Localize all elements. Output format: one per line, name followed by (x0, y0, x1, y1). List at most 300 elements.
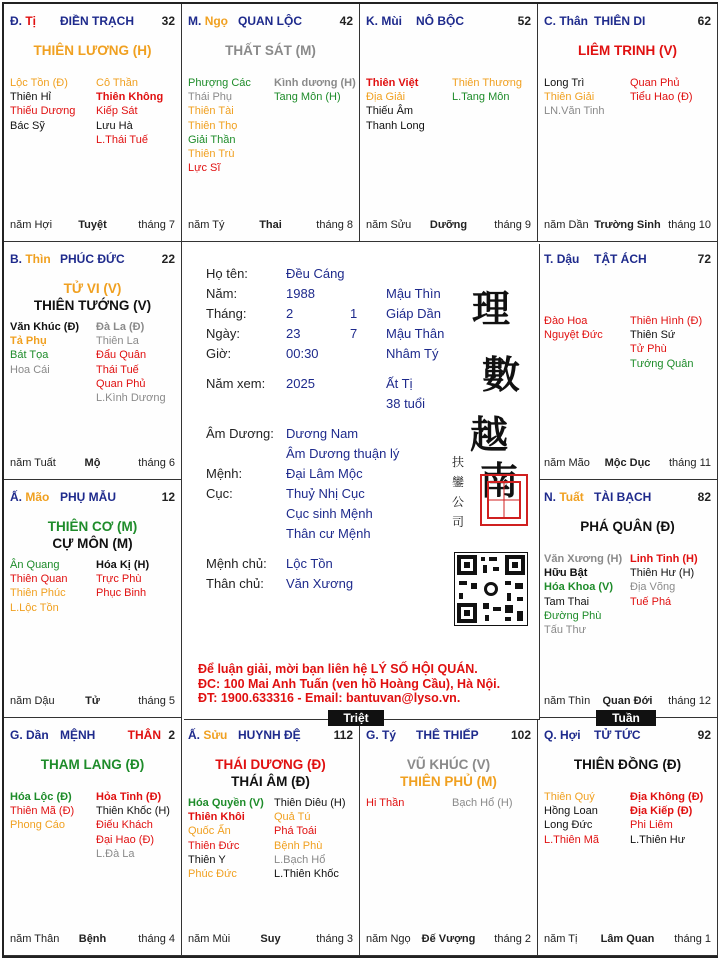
palace-header (188, 728, 353, 744)
palace-age: 22 (161, 252, 175, 266)
palace-chi: Thìn (25, 252, 51, 266)
minor-star: Giải Thần (188, 133, 236, 146)
minor-stars-left (188, 76, 251, 175)
palace-thin[interactable] (4, 242, 182, 480)
minor-star: Hóa Khoa (V) (544, 581, 614, 594)
palace-footer (10, 933, 175, 947)
minor-star: L.Thiên Khốc (274, 868, 339, 881)
minor-stars-left (544, 76, 605, 119)
minor-star: Thiên Sứ (630, 329, 676, 342)
palace-year: năm Sửu (366, 219, 412, 231)
palace-can: K. (366, 14, 378, 28)
palace-name: PHÚC ĐỨC (60, 252, 125, 266)
palace-stage: Thai (259, 219, 282, 231)
minor-star: Thiếu Âm (366, 105, 414, 118)
palace-month: tháng 3 (316, 933, 353, 945)
palace-chi: Tý (382, 728, 397, 742)
main-star: LIÊM TRINH (V) (578, 43, 677, 58)
minor-stars-right (96, 320, 166, 405)
year-value: 1988 (286, 286, 315, 301)
palace-ngo[interactable] (182, 4, 360, 242)
palace-month: tháng 12 (668, 695, 711, 707)
palace-name: NÔ BỘC (416, 14, 464, 28)
minor-star: Phong Cáo (10, 819, 66, 832)
main-star: THÁI ÂM (Đ) (231, 774, 310, 789)
minor-star: Thiên Việt (366, 77, 419, 89)
palace-chi: Ngọ (204, 14, 229, 28)
palace-stage: Tử (85, 695, 100, 707)
palace-month: tháng 9 (494, 219, 531, 231)
palace-stage: Quan Đới (602, 695, 653, 707)
minor-star: Bát Tọa (10, 349, 49, 362)
month-lunar: 1 (350, 306, 358, 321)
palace-age: 102 (510, 728, 531, 742)
palace-age: 32 (161, 14, 175, 28)
amduong-note: Âm Dương thuận lý (286, 446, 400, 461)
hour-value: 00:30 (286, 346, 319, 361)
minor-stars-left (544, 314, 603, 342)
palace-footer (366, 219, 531, 233)
minor-star: Thiên Hỉ (10, 91, 51, 104)
minor-star: Quốc Ấn (188, 825, 231, 838)
minor-star: Thiên Không (96, 91, 164, 104)
palace-header (544, 252, 711, 268)
minor-star: Đường Phù (544, 609, 602, 622)
minor-star: Tả Phụ (10, 335, 47, 348)
palace-can: M. (188, 14, 202, 28)
main-star: THIÊN LƯƠNG (H) (33, 43, 152, 58)
minor-star: Bệnh Phù (274, 839, 323, 852)
palace-can: G. (10, 728, 23, 742)
palace-chi: Mão (25, 490, 50, 504)
minor-star: Thiên Khốc (H) (96, 805, 170, 818)
minor-star: Thiên La (96, 335, 139, 348)
minor-star: Lực Sĩ (188, 162, 221, 175)
palace-header (188, 14, 353, 30)
palace-canchi (366, 14, 402, 28)
palace-age: 42 (339, 14, 353, 28)
palace-age: 62 (697, 14, 711, 28)
palace-can: N. (544, 490, 556, 504)
main-star: THẤT SÁT (M) (225, 43, 316, 58)
minor-star: L.Kình Dương (96, 392, 166, 405)
palace-year: năm Dần (544, 219, 589, 231)
minor-star: Thái Tuế (96, 363, 139, 376)
palace-year: năm Ngọ (366, 933, 411, 945)
palace-dan[interactable] (4, 718, 182, 956)
main-star: THIÊN PHỦ (M) (400, 774, 497, 789)
palace-name: THÊ THIẾP (416, 728, 479, 742)
menh-label: Mệnh: (206, 466, 243, 481)
palace-chi: Sửu (203, 728, 228, 742)
minor-star: Hóa Lộc (Đ) (10, 791, 72, 803)
palace-chi: Tuất (559, 490, 584, 504)
palace-stage: Đế Vượng (421, 933, 476, 945)
palace-month: tháng 10 (668, 219, 711, 231)
palace-header (10, 252, 175, 268)
minor-stars-left (544, 790, 599, 847)
contact-line-1: Để luận giải, mời bạn liên hệ LÝ SỐ HỘI QUÁN. (198, 662, 478, 676)
minor-star: Địa Không (Đ) (630, 791, 704, 803)
minor-star: Phúc Đức (188, 868, 237, 881)
day-lunar: 7 (350, 326, 358, 341)
minor-star: Nguyệt Đức (544, 329, 603, 342)
palace-name: TỬ TỨC (594, 728, 641, 742)
minor-star: Hi Thần (366, 797, 405, 809)
palace-chi: Tị (25, 14, 37, 28)
palace-can: B. (10, 252, 22, 266)
minor-stars-left (188, 796, 264, 881)
palace-chi: Mùi (381, 14, 403, 28)
palace-year: năm Tị (544, 933, 578, 945)
menh-chu-label: Mệnh chủ: (206, 556, 267, 571)
palace-footer (10, 457, 175, 471)
main-star: TỬ VI (V) (63, 281, 122, 296)
palace-year: năm Mão (544, 457, 590, 469)
palace-year: năm Thìn (544, 695, 591, 707)
minor-star: L.Thái Tuế (96, 133, 148, 146)
minor-star: Hóa Kị (H) (96, 559, 150, 571)
view-year-canchi: Ất Tị (386, 376, 413, 391)
palace-stage: Trường Sinh (594, 219, 661, 231)
menh-chu-value: Lộc Tồn (286, 556, 333, 571)
palace-month: tháng 5 (138, 695, 175, 707)
palace-month: tháng 4 (138, 933, 175, 945)
than-marker: THÂN (127, 728, 161, 742)
minor-star: Lộc Tồn (Đ) (10, 77, 68, 89)
than-cu-note: Thân cư Mệnh (286, 526, 371, 541)
minor-star: Thiên Tài (188, 105, 234, 118)
minor-star: Tam Thai (544, 595, 590, 608)
palace-header (10, 14, 175, 30)
palace-name: QUAN LỘC (238, 14, 302, 28)
contact-phone-email: ĐT: 1900.633316 - Email: bantuvan@lyso.vn. (198, 691, 461, 705)
palace-footer (366, 933, 531, 947)
minor-stars-right (274, 76, 356, 104)
seal-side-text: 扶鑾公司 (452, 455, 465, 529)
palace-canchi (188, 14, 228, 28)
minor-star: Tấu Thư (544, 624, 587, 637)
minor-stars-right (96, 790, 170, 861)
palace-dau[interactable] (538, 242, 718, 480)
palace-month: tháng 11 (668, 457, 711, 469)
palace-name: HUYNH ĐỆ (238, 728, 301, 742)
minor-star: Tang Môn (H) (274, 91, 341, 104)
palace-stage: Tuyệt (78, 219, 107, 231)
palace-header (10, 490, 175, 506)
palace-name: TÀI BẠCH (594, 490, 652, 504)
minor-star: L.Lộc Tồn (10, 601, 59, 614)
minor-star: Địa Kiếp (Đ) (630, 805, 693, 818)
palace-month: tháng 7 (138, 219, 175, 231)
palace-footer (10, 695, 175, 709)
minor-stars-left (10, 76, 75, 133)
minor-star: Đại Hao (Đ) (96, 833, 155, 846)
palace-canchi (544, 728, 581, 742)
palace-chi: Dần (26, 728, 49, 742)
palace-month: tháng 8 (316, 219, 353, 231)
palace-age: 92 (697, 728, 711, 742)
palace-header (366, 728, 531, 744)
tuvi-chart (2, 2, 718, 958)
palace-ti[interactable] (4, 4, 182, 242)
palace-stage: Suy (260, 933, 281, 945)
minor-star: L.Đà La (96, 847, 135, 860)
palace-canchi (10, 252, 51, 266)
palace-than[interactable] (538, 4, 718, 242)
minor-star: Văn Khúc (Đ) (10, 321, 80, 333)
minor-star: Phượng Các (188, 77, 251, 89)
main-stars (538, 42, 717, 59)
minor-star: Thiên Thương (452, 77, 523, 89)
palace-name: THIÊN DI (594, 14, 646, 28)
minor-star: L.Bạch Hổ (274, 853, 326, 866)
minor-star: Quả Tú (274, 811, 311, 824)
minor-star: Hữu Bật (544, 567, 588, 580)
minor-star: Phục Binh (96, 587, 147, 600)
triet-marker: Triệt (328, 710, 384, 726)
cuc-note: Cục sinh Mệnh (286, 506, 373, 521)
minor-stars-right (630, 314, 702, 371)
contact-address: ĐC: 100 Mai Anh Tuấn (ven hồ Hoàng Cầu), Hà Nội. (198, 676, 501, 691)
minor-stars-right (630, 552, 698, 609)
palace-stage: Dưỡng (429, 219, 468, 231)
view-year-label: Năm xem: (206, 376, 266, 391)
palace-year: năm Tý (188, 219, 225, 231)
minor-star: Bác Sỹ (10, 119, 45, 132)
palace-canchi (188, 728, 227, 742)
minor-stars-left (10, 790, 74, 833)
hour-canchi: Nhâm Tý (386, 346, 439, 361)
name-label: Họ tên: (206, 266, 248, 281)
calligraphy-char-2: 數 (482, 352, 521, 397)
main-star: THIÊN ĐỒNG (Đ) (573, 757, 682, 772)
palace-can: Ấ. (10, 490, 22, 504)
palace-hoi[interactable] (538, 718, 718, 956)
minor-star: Quan Phủ (630, 77, 680, 89)
palace-age: 82 (697, 490, 711, 504)
minor-star: Long Đức (544, 819, 593, 832)
palace-stage: Lâm Quan (600, 933, 655, 945)
palace-name: PHỤ MẪU (60, 490, 116, 504)
minor-star: Trực Phù (96, 573, 142, 586)
minor-star: L.Thiên Hư (630, 833, 686, 846)
minor-stars-right (630, 76, 693, 104)
year-canchi: Mậu Thìn (386, 286, 441, 301)
month-label: Tháng: (206, 306, 247, 321)
minor-star: Hỏa Tinh (Đ) (96, 791, 162, 803)
palace-year: năm Dậu (10, 695, 55, 707)
palace-footer (188, 219, 353, 233)
minor-star: Long Trì (544, 77, 585, 89)
minor-star: Ân Quang (10, 559, 60, 571)
minor-stars-right (452, 796, 513, 810)
palace-header (10, 728, 175, 744)
minor-star: L.Thiên Mã (544, 833, 600, 846)
palace-footer (10, 219, 175, 233)
palace-mui[interactable] (360, 4, 538, 242)
tuan-marker: Tuần (596, 710, 656, 726)
minor-star: Thiên Diêu (H) (274, 797, 346, 809)
minor-star: Cô Thần (96, 77, 138, 89)
year-label: Năm: (206, 286, 238, 301)
age-value: 38 tuổi (386, 396, 426, 411)
palace-month: tháng 2 (494, 933, 531, 945)
minor-star: Thiên Hình (Đ) (630, 315, 703, 327)
main-star: THIÊN CƠ (M) (47, 519, 138, 534)
palace-age: 2 (168, 728, 175, 742)
amduong-label: Âm Dương: (206, 426, 274, 441)
minor-stars-left (366, 796, 404, 810)
main-star: THIÊN TƯỚNG (V) (33, 298, 152, 313)
palace-name: ĐIỀN TRẠCH (60, 14, 134, 28)
main-stars (538, 518, 717, 535)
minor-star: Tiểu Hao (Đ) (630, 91, 693, 104)
minor-star: Lưu Hà (96, 119, 133, 132)
main-star: THAM LANG (Đ) (40, 757, 145, 772)
minor-stars-right (96, 558, 149, 601)
palace-tuat[interactable] (538, 480, 718, 718)
palace-footer (544, 457, 711, 471)
minor-star: L.Tang Môn (452, 91, 510, 104)
palace-age: 52 (517, 14, 531, 28)
cuc-label: Cục: (206, 486, 233, 501)
calligraphy-char-3: 越 (470, 412, 509, 457)
minor-stars-left (544, 552, 622, 637)
palace-name: TẬT ÁCH (594, 252, 647, 266)
palace-canchi (10, 14, 36, 28)
palace-header (544, 490, 711, 506)
palace-suu[interactable] (182, 718, 360, 956)
palace-header (366, 14, 531, 30)
minor-star: Thiên Khôi (188, 811, 245, 824)
day-label: Ngày: (206, 326, 240, 341)
minor-star: Địa Võng (630, 581, 676, 594)
minor-star: Thiên Trù (188, 148, 235, 161)
minor-stars-right (630, 790, 703, 847)
palace-ty[interactable] (360, 718, 538, 956)
minor-stars-right (452, 76, 522, 104)
palace-canchi (10, 728, 49, 742)
palace-canchi (544, 14, 588, 28)
calligraphy-char-4: 南 (480, 458, 519, 503)
minor-star: Thiên Phúc (10, 587, 66, 600)
minor-star: Hoa Cái (10, 363, 50, 376)
day-value: 23 (286, 326, 301, 341)
palace-stage: Mộc Dục (604, 457, 651, 469)
minor-star: Đẩu Quân (96, 349, 147, 362)
palace-footer (544, 219, 711, 233)
minor-star: Tướng Quân (630, 357, 694, 370)
month-canchi: Giáp Dần (386, 306, 441, 321)
minor-star: Kình dương (H) (274, 77, 356, 89)
minor-stars-left (10, 320, 79, 377)
minor-star: Hồng Loan (544, 805, 598, 818)
minor-star: Thiên Mã (Đ) (10, 805, 75, 818)
menh-value: Đại Lâm Mộc (286, 466, 363, 481)
minor-star: Tử Phù (630, 343, 667, 356)
main-star: CỰ MÔN (M) (52, 536, 133, 551)
red-seal-stamp (480, 474, 528, 526)
palace-stage: Mộ (84, 457, 101, 469)
palace-footer (544, 933, 711, 947)
qr-code-icon[interactable] (454, 552, 528, 626)
amduong-value: Dương Nam (286, 426, 359, 441)
minor-star: Bạch Hổ (H) (452, 797, 513, 809)
palace-year: năm Mùi (188, 933, 231, 945)
palace-can: Đ. (10, 14, 22, 28)
minor-star: Thiên Đức (188, 839, 240, 852)
main-stars (360, 756, 537, 790)
palace-age: 12 (161, 490, 175, 504)
minor-star: Thanh Long (366, 119, 425, 132)
palace-canchi (544, 490, 584, 504)
main-star: VŨ KHÚC (V) (406, 757, 491, 772)
palace-footer (544, 695, 711, 709)
minor-star: Địa Giải (366, 91, 406, 104)
minor-star: Kiếp Sát (96, 105, 138, 118)
minor-stars-right (274, 796, 346, 881)
palace-chi: Hợi (560, 728, 581, 742)
than-chu-value: Văn Xương (286, 576, 354, 591)
day-canchi: Mậu Thân (386, 326, 445, 341)
minor-star: Linh Tinh (H) (630, 553, 698, 565)
palace-chi: Dậu (556, 252, 580, 266)
palace-can: T. (544, 252, 554, 266)
palace-mao[interactable] (4, 480, 182, 718)
main-stars (4, 280, 181, 314)
minor-stars-left (10, 558, 67, 615)
contact-info (198, 662, 500, 706)
minor-star: LN.Văn Tinh (544, 105, 605, 118)
palace-footer (188, 933, 353, 947)
minor-star: Thiên Quý (544, 791, 595, 803)
main-stars (4, 756, 181, 773)
palace-stage: Bệnh (78, 933, 107, 945)
main-star: THÁI DƯƠNG (Đ) (215, 757, 326, 772)
minor-star: Đào Hoa (544, 315, 588, 327)
minor-star: Thiên Hư (H) (630, 567, 695, 580)
palace-month: tháng 1 (674, 933, 711, 945)
minor-star: Quan Phủ (96, 377, 146, 390)
minor-star: Văn Xương (H) (544, 553, 623, 565)
cuc-value: Thuỷ Nhị Cục (286, 486, 365, 501)
minor-star: Thái Phụ (188, 91, 233, 104)
palace-age: 72 (697, 252, 711, 266)
palace-canchi (366, 728, 396, 742)
minor-star: Phi Liêm (630, 819, 673, 832)
minor-stars-right (96, 76, 163, 147)
minor-star: Thiên Giải (544, 91, 595, 104)
main-stars (538, 756, 717, 773)
calligraphy-char-1: 理 (472, 286, 511, 331)
minor-star: Đà La (Đ) (96, 321, 145, 333)
palace-chi: Thân (559, 14, 589, 28)
main-stars (182, 42, 359, 59)
main-star: PHÁ QUÂN (Đ) (580, 519, 675, 534)
minor-star: Điếu Khách (96, 819, 153, 832)
main-stars (4, 518, 181, 552)
minor-stars-left (366, 76, 425, 133)
minor-star: Thiên Thọ (188, 119, 238, 132)
palace-canchi (544, 252, 579, 266)
name-value: Đều Cáng (286, 266, 345, 281)
month-value: 2 (286, 306, 294, 321)
main-stars (182, 756, 359, 790)
palace-canchi (10, 490, 49, 504)
main-stars (4, 42, 181, 59)
palace-year: năm Tuất (10, 457, 56, 469)
